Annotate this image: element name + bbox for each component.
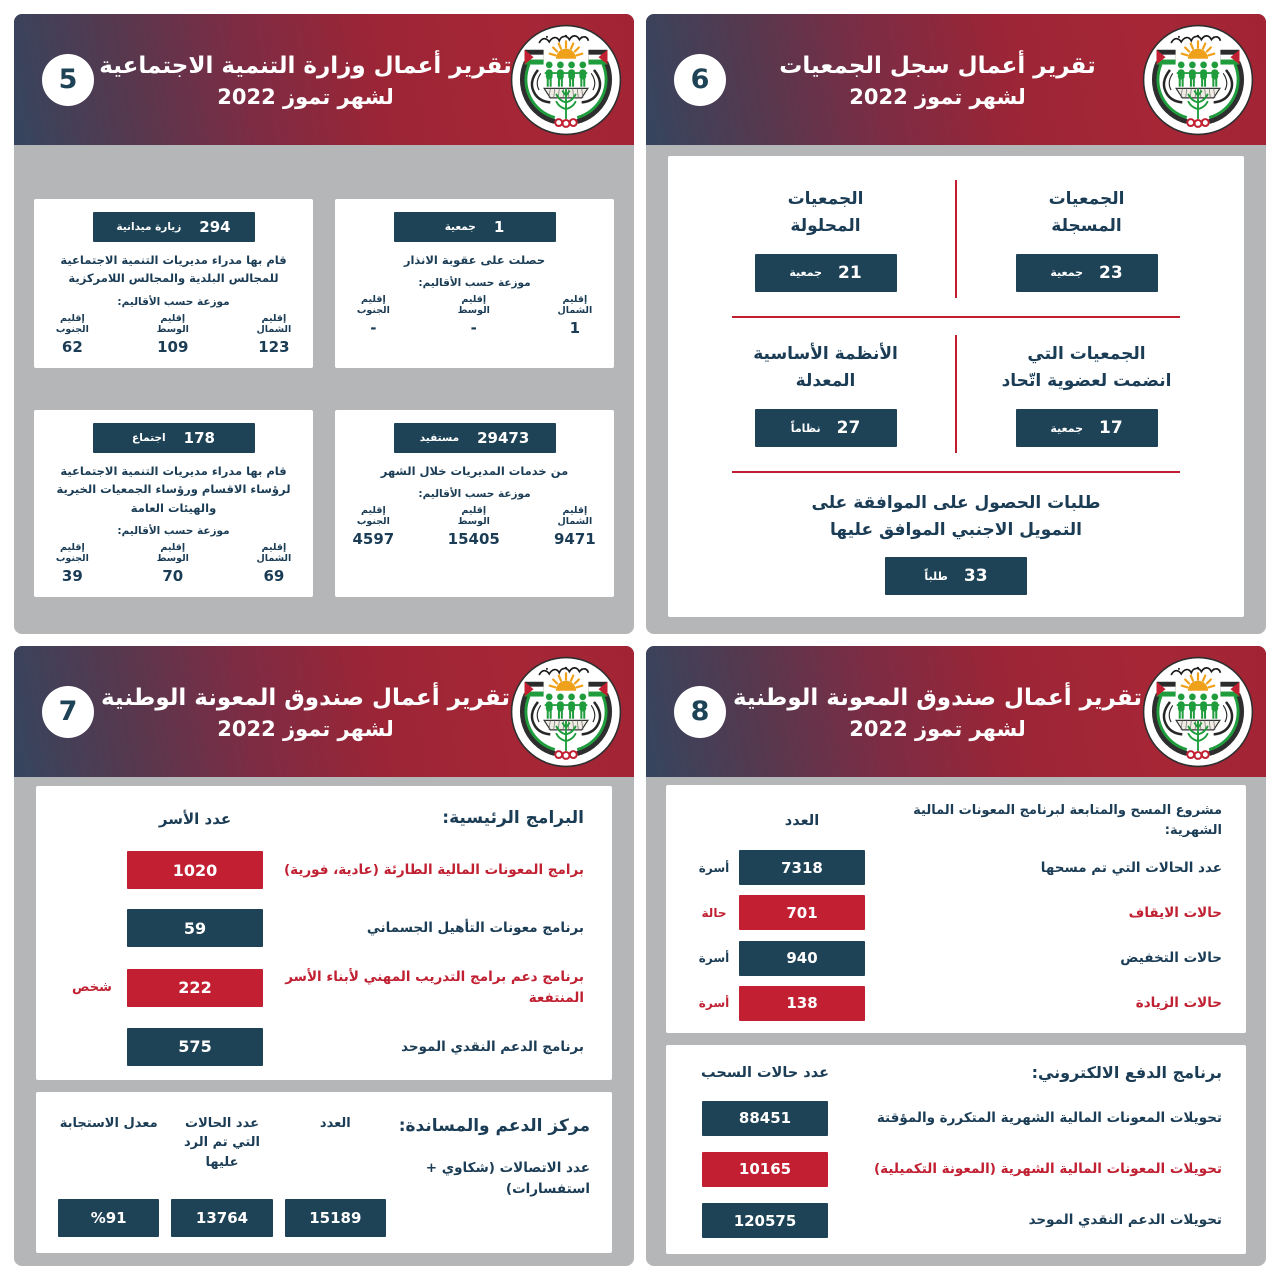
region-north [546,294,604,337]
region-label: إقليم الشمال [256,312,292,335]
survey-label: حالات الايقاف [1128,904,1222,921]
survey-row-increase-cases [690,986,1222,1021]
cell-title-line2: انضمت لعضوية اتّحاد [1001,370,1172,391]
stat-badge [1016,254,1158,292]
program-row-vocational-training [64,967,584,1008]
program-row-emergency-aid [64,851,584,889]
red-vertical-divider [955,180,957,298]
region-label: إقليم الوسط [156,312,189,335]
region-label: إقليم الوسط [457,505,490,528]
cell-title-line1: الجمعيات [1048,189,1125,210]
region-value: 109 [157,337,189,356]
cell-title [1049,186,1125,239]
epay-label: تحويلات المعونات المالية الشهرية المتكررة والمؤقتة [876,1110,1222,1127]
regions-row [44,313,303,356]
count-header-col [738,813,866,829]
region-value: 4597 [352,530,395,549]
region-value: 1 [569,319,581,338]
region-label: إقليم الشمال [557,294,593,317]
support-center-card [36,1092,612,1253]
stat-value: 33 [963,566,988,586]
support-center-columns [58,1108,386,1239]
ministry-logo [510,656,622,768]
red-vertical-divider [955,335,957,453]
region-south [345,294,402,337]
badge-column [120,969,270,1007]
survey-header: مشروع المسح والمتابعة لبرنامج المعونات المالية الشهرية: [913,803,1222,838]
region-label: إقليم الجنوب [55,541,89,564]
stat-unit: جمعية [1050,266,1084,280]
stat-unit: جمعية [789,266,823,280]
support-center-subtitle: عدد الاتصالات (شكاوي + استفسارات) [425,1159,590,1198]
region-middle [145,542,201,585]
unit-column: أسرة [698,996,730,1011]
badge-column [120,909,270,947]
epay-label: تحويلات الدعم النقدي الموحد [1028,1212,1222,1229]
panel-number-badge: 6 [674,54,726,106]
societies-row-2 [696,335,1216,453]
stat-value: 294 [199,218,231,236]
families-count-header-col [120,810,270,828]
stat-badge [93,423,255,453]
survey-label: عدد الحالات التي تم مسحها [1040,859,1222,876]
epayment-program-card [666,1045,1246,1254]
stat-value: 1 [493,218,505,236]
panel-6-societies-registry-report [646,14,1266,634]
epay-row-recurring-transfers [690,1101,1222,1136]
stat-unit: مستفيد [419,431,460,444]
emblem-svg [1142,24,1254,136]
programs-header-row [64,806,584,832]
panel-6-header [646,14,1266,145]
emblem-svg [510,24,622,136]
badge-column [120,851,270,889]
badge-column [738,986,866,1021]
survey-header-row [690,801,1222,840]
stat-badge: 15189 [285,1199,386,1237]
programs-header: البرامج الرئيسية: [442,808,584,828]
region-middle [446,505,502,548]
badge-column [738,895,866,930]
stat-badge: 120575 [702,1203,828,1238]
col-header: معدل الاستجابة [59,1115,158,1131]
emblem-svg [510,656,622,768]
panel-title [99,14,512,145]
panel-title [100,646,511,777]
panel-6-body [646,145,1266,634]
program-row-unified-cash-support [64,1028,584,1066]
cell-title [1002,341,1172,394]
ministry-logo [1142,656,1254,768]
panel-title-line1: تقرير أعمال صندوق المعونة الوطنية [100,685,511,712]
stat-unit: جمعية [444,221,476,233]
epay-header: برنامج الدفع الالكتروني: [1031,1062,1222,1082]
panel-7-header [14,646,634,777]
stat-description: حصلت على عقوبة الانذار [403,253,546,267]
region-label: إقليم الشمال [256,541,292,564]
cell-title-line1: طلبات الحصول على الموافقة على [811,493,1101,514]
region-label: إقليم الوسط [156,541,189,564]
region-value: 123 [258,337,290,356]
panel-7-body [14,777,634,1266]
emblem-svg [1142,656,1254,768]
count-header: العدد [784,812,820,829]
program-label: برامج المعونات المالية الطارئة (عادية، فورية) [283,862,584,879]
region-label: إقليم الوسط [457,294,490,317]
panel-7-aid-fund-report [14,646,634,1266]
support-center-title: مركز الدعم والمساندة: [398,1115,590,1136]
cell-title-line1: الأنظمة الأساسية [753,344,898,365]
cell-title [812,490,1101,543]
stat-badge: 7318 [739,850,865,885]
stat-card-warning-penalty [335,199,614,368]
stat-badge [93,212,255,242]
distribution-label: موزعة حسب الأقاليم: [418,488,531,501]
survey-row-suspension-cases [690,895,1222,930]
region-middle [145,313,201,356]
region-label: إقليم الجنوب [356,505,390,528]
panel-title-line2: لشهر تموز 2022 [217,84,394,109]
region-label: إقليم الجنوب [356,294,390,317]
stat-unit: زيارة ميدانية [116,221,182,233]
unit-column: حالة [701,905,727,920]
stat-badge [394,423,556,453]
cell-dissolved-societies [696,182,955,296]
region-value: 15405 [447,530,500,549]
stat-description: من خدمات المديريات خلال الشهر [380,463,569,478]
regions-row [345,505,604,548]
stat-unit: جمعية [1050,421,1084,435]
cell-title [753,341,898,394]
panel-number-badge: 8 [674,686,726,738]
region-middle [446,294,502,337]
stat-badge: 940 [739,941,865,976]
epay-header-row [690,1061,1222,1085]
regions-row [345,294,604,337]
support-center-intro [394,1108,590,1239]
region-label: إقليم الشمال [557,505,593,528]
panel-title [741,14,1134,145]
panel-title-line1: تقرير أعمال صندوق المعونة الوطنية [732,685,1143,712]
stat-description: قام بها مدراء مديريات التنمية الاجتماعية لرؤساء الاقسام ورؤساء الجمعيات الخيرية والهيئات العامة [56,463,291,515]
badge-column [690,1101,840,1136]
stat-value: 23 [1099,262,1123,283]
badge-column [738,941,866,976]
regions-row [44,542,303,585]
badge-column [690,1152,840,1187]
cell-registered-societies [957,182,1216,296]
cell-title-line2: التمويل الاجنبي الموافق عليها [830,519,1082,540]
survey-row-surveyed-cases [690,850,1222,885]
region-label: إقليم الجنوب [55,312,89,335]
stat-badge: 13764 [171,1199,272,1237]
unit-column: أسرة [698,951,730,966]
stat-badge: 1020 [127,851,263,889]
stat-value: 17 [1099,418,1123,438]
ministry-logo [1142,24,1254,136]
main-programs-card [36,786,612,1080]
stat-value: 27 [836,418,861,438]
cell-title-line1: الجمعيات التي [1027,344,1146,365]
col-header: عدد الحالات التي تم الرد عليها [183,1115,261,1170]
societies-stats-card [668,156,1244,617]
region-value: 69 [263,566,285,585]
epay-row-supplementary-transfers [690,1152,1222,1187]
region-south [44,313,101,356]
stat-badge: 575 [127,1028,263,1066]
stat-card-meetings [34,410,313,597]
survey-monitoring-card [666,785,1246,1033]
panel-5-header [14,14,634,145]
region-value: 70 [162,566,184,585]
panel-8-body [646,777,1266,1266]
ministry-logo [510,24,622,136]
panel-title-line1: تقرير أعمال وزارة التنمية الاجتماعية [99,53,512,80]
col-header: العدد [319,1115,351,1131]
red-horizontal-divider [732,471,1179,473]
cell-foreign-funding-requests [696,490,1216,599]
col-total-calls [285,1108,386,1239]
program-row-physical-rehab [64,909,584,947]
distribution-label: موزعة حسب الأقاليم: [117,524,230,537]
distribution-label: موزعة حسب الأقاليم: [418,277,531,290]
families-count-header: عدد الأسر [158,809,232,828]
region-north [546,505,604,548]
red-horizontal-divider [732,316,1179,318]
cell-joined-federation [957,337,1216,451]
stat-badge: 138 [739,986,865,1021]
region-north [245,542,303,585]
societies-row-1 [696,180,1216,298]
stat-description: قام بها مدراء مديريات التنمية الاجتماعية للمجالس البلدية والمجالس اللامركزية [60,253,287,286]
region-value: - [470,319,477,338]
stat-value: 178 [183,428,215,447]
unit-column: شخص [72,980,112,996]
region-north [245,313,303,356]
stat-badge: %91 [58,1199,159,1237]
cell-title-line2: المسجلة [1051,215,1122,236]
stat-value: 21 [838,262,862,283]
panel-8-header [646,646,1266,777]
distribution-label: موزعة حسب الأقاليم: [117,295,230,308]
cell-title-line1: الجمعيات [787,189,864,210]
stat-unit: نظاماً [790,421,821,435]
withdraw-header-col [690,1065,840,1081]
stat-badge: 701 [739,895,865,930]
epay-label: تحويلات المعونات المالية الشهرية (المعونة التكميلية) [873,1161,1222,1178]
region-value: 9471 [554,530,596,549]
panel-title-line2: لشهر تموز 2022 [849,716,1026,741]
panel-number-badge: 5 [42,54,94,106]
region-south [345,505,402,548]
survey-row-reduction-cases [690,941,1222,976]
stat-value: 29473 [477,428,530,447]
stat-badge [755,254,897,292]
panel-number-badge: 7 [42,686,94,738]
cell-amended-regulations [696,337,955,451]
panel-title-line1: تقرير أعمال سجل الجمعيات [779,53,1096,80]
badge-column [120,1028,270,1066]
stat-card-field-visits [34,199,313,368]
region-value: 39 [61,566,83,585]
cell-title-line2: المحلولة [790,215,861,236]
stat-unit: اجتماع [132,431,166,444]
badge-column [690,1203,840,1238]
panel-5-ministry-report [14,14,634,634]
cell-title-line2: المعدلة [795,370,856,391]
stat-unit: طلباً [924,569,948,583]
panel-5-body [14,145,634,634]
col-response-rate [58,1108,159,1239]
epay-row-unified-cash-transfers [690,1203,1222,1238]
col-answered-cases [171,1108,272,1239]
region-value: 62 [61,337,83,356]
program-label: برنامج معونات التأهيل الجسماني [366,920,584,937]
stat-badge [755,409,897,447]
stat-card-beneficiaries [335,410,614,597]
badge-column [738,850,866,885]
survey-label: حالات الزيادة [1135,995,1222,1012]
stat-badge: 222 [127,969,263,1007]
stat-badge: 10165 [702,1152,828,1187]
unit-column: أسرة [698,860,730,875]
withdraw-header: عدد حالات السحب [700,1064,830,1081]
stat-badge: 88451 [702,1101,828,1136]
region-value: - [370,319,377,338]
region-south [44,542,101,585]
panel-title [732,646,1143,777]
stat-badge: 59 [127,909,263,947]
stat-badge [885,557,1027,595]
panel-title-line2: لشهر تموز 2022 [849,84,1026,109]
stat-badge [394,212,556,242]
program-label: برنامج دعم برامج التدريب المهني لأبناء الأسر المنتفعة [285,969,584,1006]
stat-badge [1016,409,1158,447]
panel-8-aid-fund-report [646,646,1266,1266]
program-label: برنامج الدعم النقدي الموحد [401,1038,584,1055]
survey-label: حالات التخفيض [1120,949,1222,966]
cell-title [788,186,864,239]
panel-title-line2: لشهر تموز 2022 [217,716,394,741]
